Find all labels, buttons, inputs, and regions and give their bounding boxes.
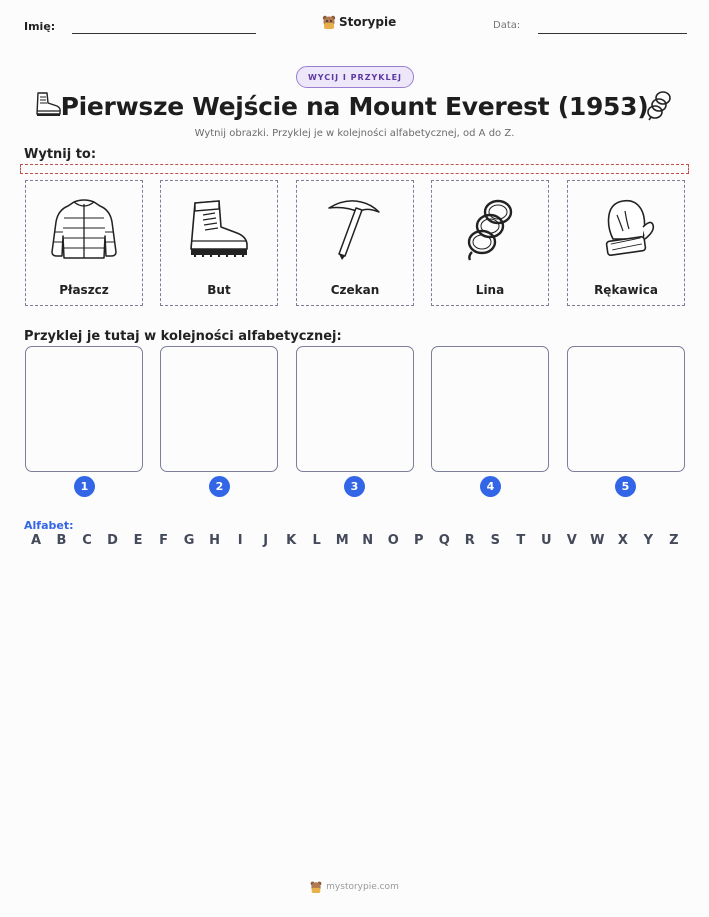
worksheet-header	[0, 14, 709, 40]
alphabet-letter: B	[56, 533, 67, 548]
paste-slot-4[interactable]	[431, 346, 549, 472]
alphabet-letter: J	[263, 533, 269, 548]
alphabet-letter: R	[464, 533, 475, 548]
alphabet-label: Alfabet:	[24, 519, 74, 532]
cut-card-rekawica[interactable]	[567, 180, 685, 306]
alphabet-letter: G	[183, 533, 195, 548]
alphabet-letter: H	[209, 533, 221, 548]
alphabet-letter: D	[107, 533, 118, 548]
date-label: Data:	[493, 20, 521, 31]
alphabet-letter: Y	[643, 533, 654, 548]
footer	[0, 880, 709, 894]
ice-axe-icon	[325, 196, 385, 262]
alphabet-letter: V	[566, 533, 577, 548]
cut-line	[20, 164, 689, 174]
slot-number-badge: 4	[480, 476, 501, 497]
paste-slot-2[interactable]	[160, 346, 278, 472]
paste-slot-3[interactable]	[296, 346, 414, 472]
rope-decoration-icon	[645, 89, 675, 121]
bear-logo-icon	[310, 880, 322, 894]
instructions: Wytnij obrazki. Przyklej je w kolejności alfabetycznej, od A do Z.	[194, 128, 515, 139]
alphabet-letter: Q	[438, 533, 450, 548]
paste-slot-1[interactable]	[25, 346, 143, 472]
alphabet-letter: P	[413, 533, 424, 548]
alphabet-letter: O	[387, 533, 399, 548]
mitten-icon	[595, 197, 657, 261]
slot-number-badge: 2	[209, 476, 230, 497]
name-label: Imię:	[24, 20, 56, 33]
cut-card-but[interactable]	[160, 180, 278, 306]
card-label: Lina	[475, 283, 505, 297]
activity-badge: WYCIJ I PRZYKLEJ	[296, 66, 414, 88]
card-label: Płaszcz	[59, 283, 109, 297]
alphabet-letter: M	[335, 533, 349, 548]
date-field-line[interactable]	[538, 33, 687, 34]
alphabet-letter: W	[590, 533, 605, 548]
alphabet-letter: A	[30, 533, 42, 548]
slot-number-badge: 1	[74, 476, 95, 497]
paste-section-label: Przyklej je tutaj w kolejności alfabetycznej:	[24, 329, 342, 344]
brand-name: Storypie	[339, 15, 397, 29]
page-title: Pierwsze Wejście na Mount Everest (1953)	[60, 92, 649, 121]
cut-card-lina[interactable]	[431, 180, 549, 306]
brand-logo	[322, 14, 396, 30]
alphabet-letter: K	[286, 533, 297, 548]
alphabet-letter: I	[237, 533, 243, 548]
alphabet-row	[25, 533, 685, 548]
name-field-line[interactable]	[72, 33, 256, 34]
bear-logo-icon	[322, 14, 336, 30]
alphabet-letter: N	[362, 533, 374, 548]
alphabet-letter: X	[617, 533, 628, 548]
alphabet-letter: F	[159, 533, 169, 548]
alphabet-letter: C	[82, 533, 92, 548]
rope-icon	[460, 196, 520, 262]
cut-card-plaszcz[interactable]	[25, 180, 143, 306]
alphabet-letter: T	[516, 533, 526, 548]
cut-card-czekan[interactable]	[296, 180, 414, 306]
boot-icon	[185, 197, 253, 261]
cut-section-label: Wytnij to:	[24, 147, 97, 162]
alphabet-letter: U	[541, 533, 552, 548]
alphabet-letter: L	[312, 533, 321, 548]
card-label: But	[207, 283, 231, 297]
alphabet-letter: E	[133, 533, 143, 548]
card-label: Czekan	[330, 283, 380, 297]
jacket-icon	[48, 196, 120, 262]
alphabet-letter: Z	[669, 533, 679, 548]
slot-number-badge: 3	[344, 476, 365, 497]
alphabet-letter: S	[490, 533, 500, 548]
footer-url[interactable]: mystorypie.com	[326, 882, 399, 892]
card-label: Rękawica	[594, 283, 658, 297]
slot-number-badge: 5	[615, 476, 636, 497]
paste-slot-5[interactable]	[567, 346, 685, 472]
